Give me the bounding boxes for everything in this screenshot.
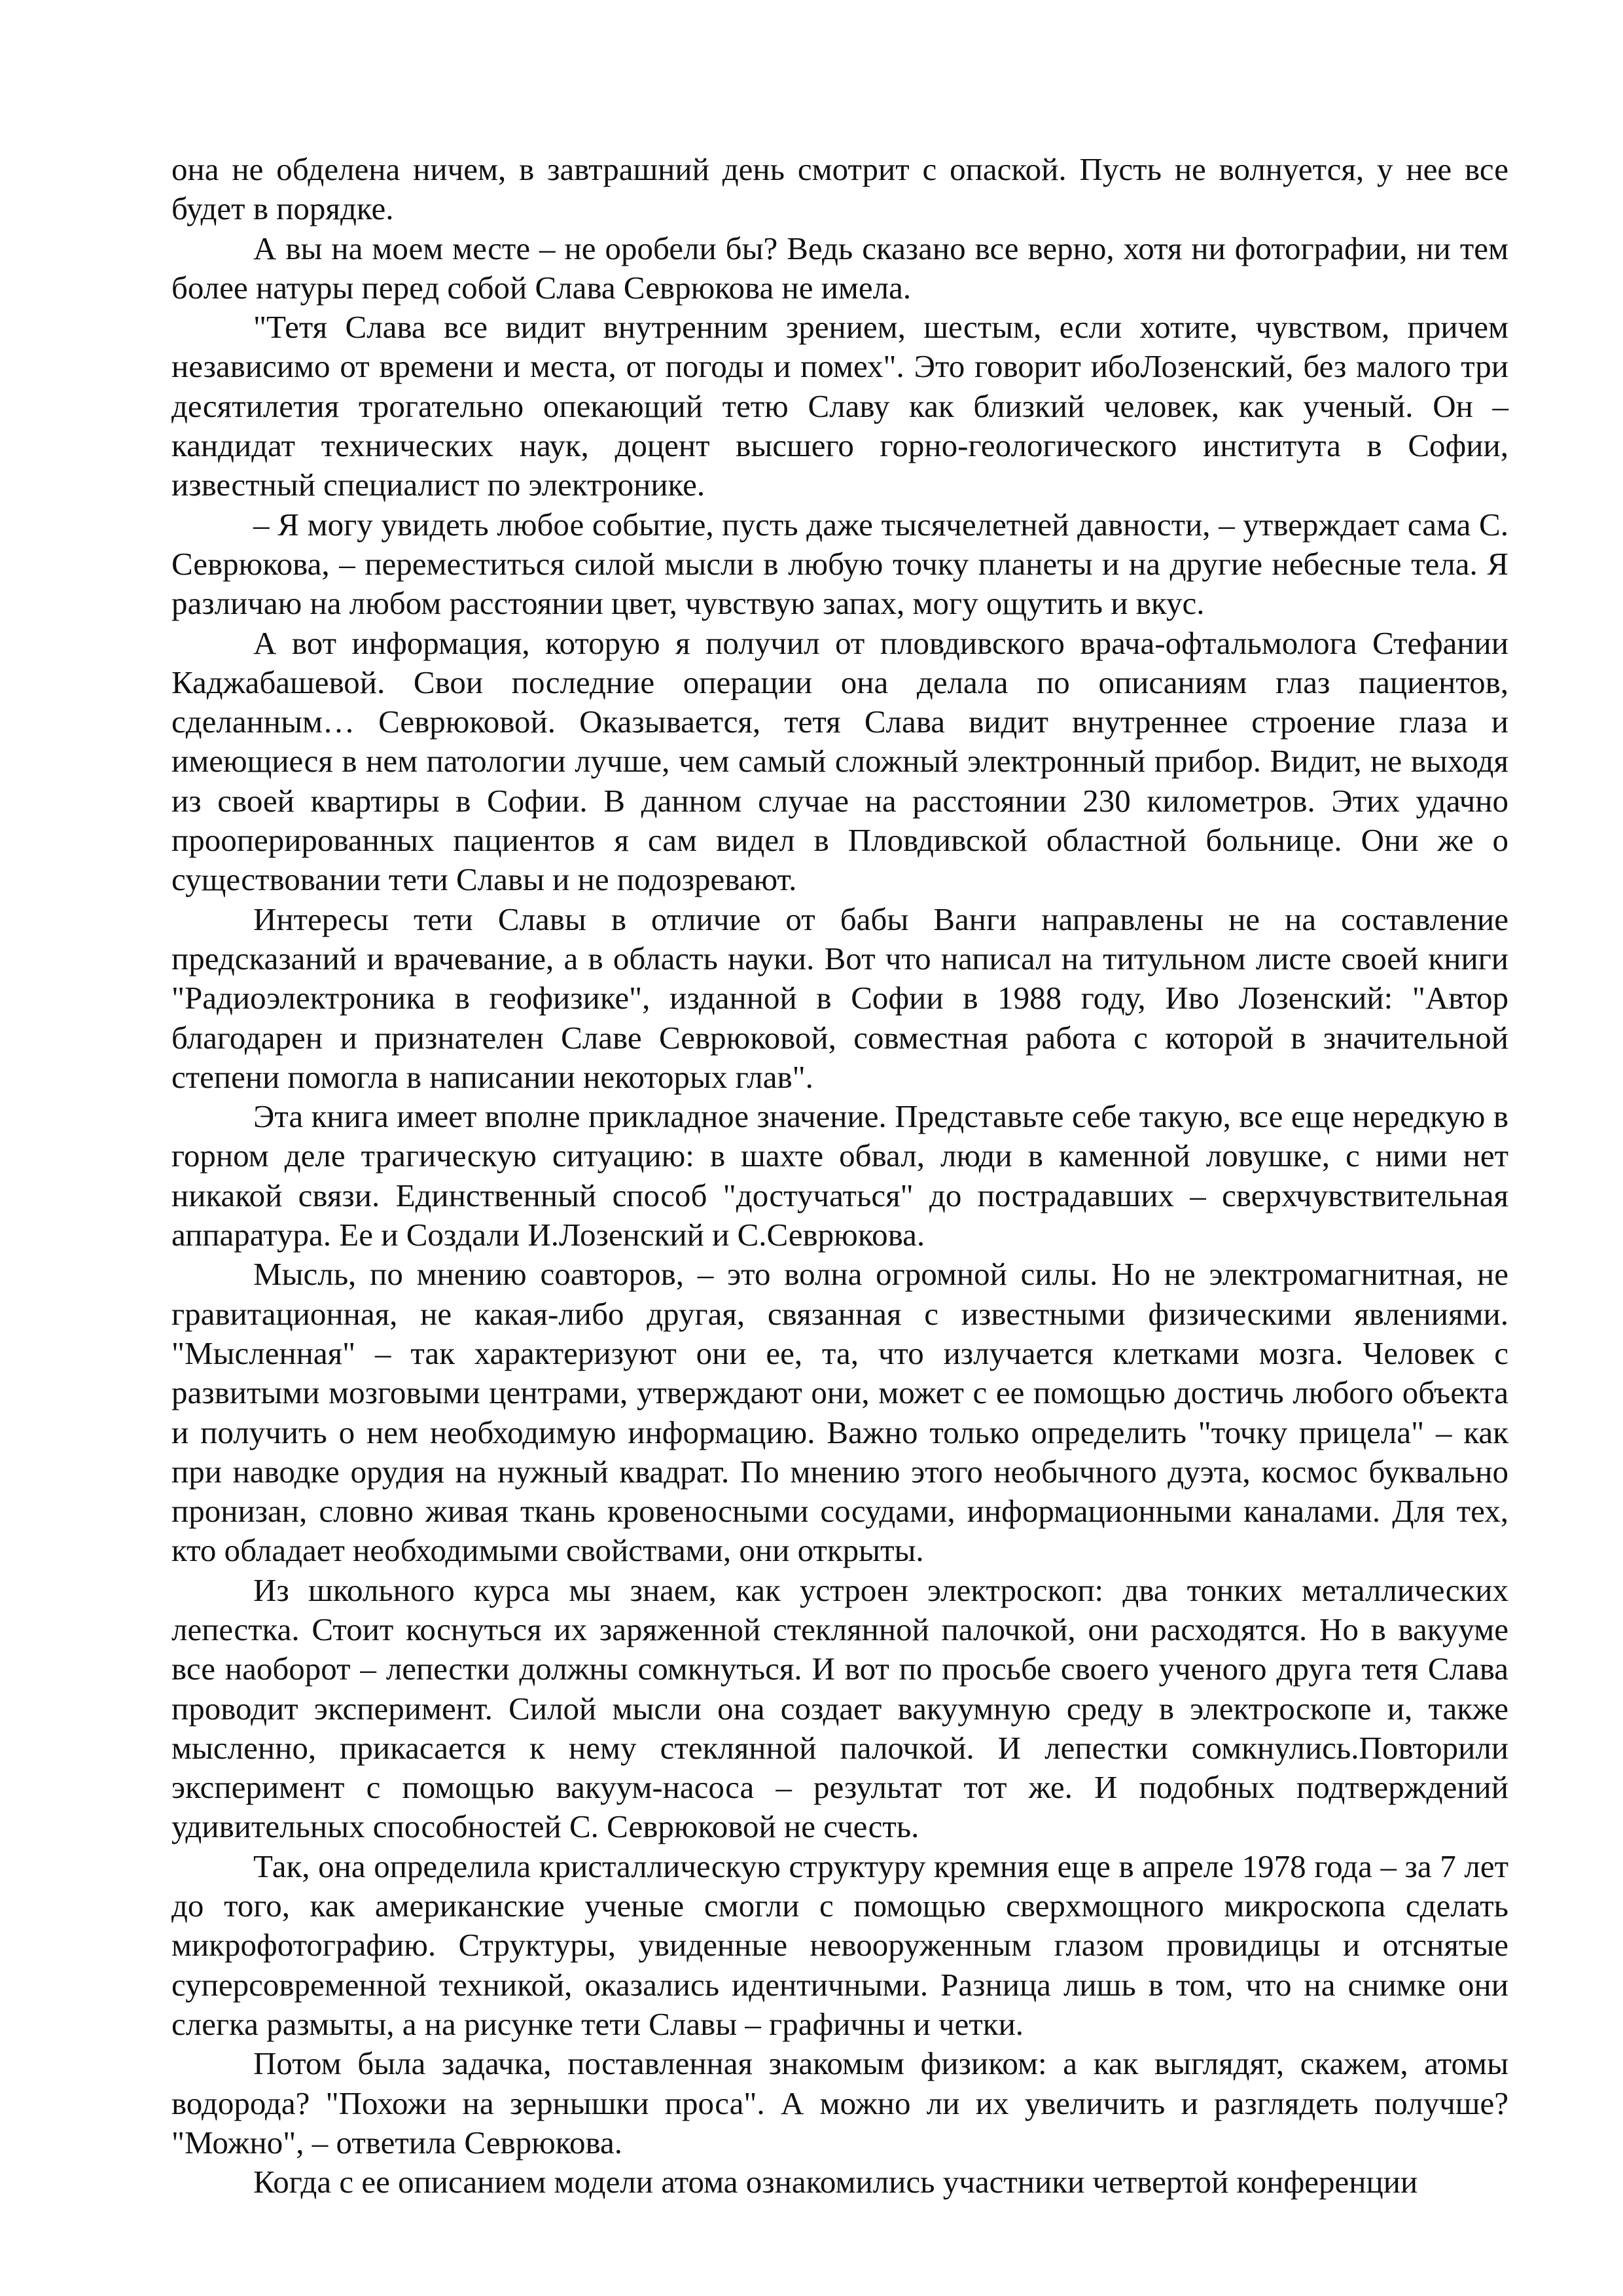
paragraph-9: Из школьного курса мы знаем, как устроен электроскоп: два тонких металлических лепестка. Стоит коснуться их заряженной стеклянной палочкой, они расходятся. Но в вакууме все наоборот – лепестки должны сомкнуться. И вот по просьбе своего ученого друга тетя Слава проводит эксперимент. Силой мысли она создает вакуумную среду в электроскопе и, также мысленно, прикасается к нему стеклянной палочкой. И лепестки сомкнулись.Повторили эксперимент с помощью вакуум-насоса – результат тот же. И подобных подтверждений удивительных способностей С. Севрюковой не счесть.: [171, 1571, 1508, 1845]
paragraph-11: Потом была задачка, поставленная знакомым физиком: а как выглядят, скажем, атомы водорода? "Похожи на зернышки проса". А можно ли их увеличить и разглядеть получше? "Можно", – ответила Севрюкова.: [171, 2045, 1508, 2161]
paragraph-6: Интересы тети Славы в отличие от бабы Ванги направлены не на составление предсказаний и врачевание, а в область науки. Вот что написал на титульном листе своей книги "Радиоэлектроника в геофизике", изданной в Софии в 1988 году, Иво Лозенский: "Автор благодарен и признателен Славе Севрюковой, совместная работа с которой в значительной степени помогла в написании некоторых глав".: [171, 901, 1508, 1095]
paragraph-3: "Тетя Слава все видит внутренним зрением, шестым, если хотите, чувством, причем независимо от времени и места, от погоды и помех". Это говорит ибоЛозенский, без малого три десятилетия трогательно опекающий тетю Славу как близкий человек, как ученый. Он – кандидат технических наук, доцент высшего горно-геологического института в Софии, известный специалист по электронике.: [171, 309, 1508, 503]
paragraph-4: – Я могу увидеть любое событие, пусть даже тысячелетней давности, – утверждает сама С. Севрюкова, – переместиться силой мысли в любую точку планеты и на другие небесные тела. Я различаю на любом расстоянии цвет, чувствую запах, могу ощутить и вкус.: [171, 506, 1508, 622]
paragraph-2: А вы на моем месте – не оробели бы? Ведь сказано все верно, хотя ни фотографии, ни тем более натуры перед собой Слава Севрюкова не имела.: [171, 230, 1508, 306]
paragraph-12: Когда с ее описанием модели атома ознакомились участники четвертой конференции: [253, 2164, 1418, 2200]
paragraph-10: Так, она определила кристаллическую структуру кремния еще в апреле 1978 года – за 7 лет до того, как американские ученые смогли с помощью сверхмощного микроскопа сделать микрофотографию. Структуры, увиденные невооруженным глазом провидицы и отснятые суперсовременной техникой, оказались идентичными. Разница лишь в том, что на снимке они слегка размыты, а на рисунке тети Славы – графичны и четки.: [171, 1848, 1508, 2042]
paragraph-7: Эта книга имеет вполне прикладное значение. Представьте себе такую, все еще нередкую в горном деле трагическую ситуацию: в шахте обвал, люди в каменной ловушке, с ними нет никакой связи. Единственный способ "достучаться" до пострадавших – сверхчувствительная аппаратура. Ее и Создали И.Лозенский и С.Севрюкова.: [171, 1098, 1508, 1253]
paragraph-5: А вот информация, которую я получил от пловдивского врача-офтальмолога Стефании Каджабашевой. Свои последние операции она делала по описаниям глаз пациентов, сделанным… Севрюковой. Оказывается, тетя Слава видит внутреннее строение глаза и имеющиеся в нем патологии лучше, чем самый сложный электронный прибор. Видит, не выходя из своей квартиры в Софии. В данном случае на расстоянии 230 километров. Этих удачно прооперированных пациентов я сам видел в Пловдивской областной больнице. Они же о существовании тети Славы и не подозревают.: [171, 624, 1508, 898]
body-text: [171, 150, 1508, 2202]
paragraph-1: она не обделена ничем, в завтрашний день смотрит с опаской. Пусть не волнуется, у нее все будет в порядке.: [171, 151, 1508, 227]
paragraph-8: Мысль, по мнению соавторов, – это волна огромной силы. Но не электромагнитная, не гравитационная, не какая-либо другая, связанная с известными физическими явлениями. "Мысленная" – так характеризуют они ее, та, что излучается клетками мозга. Человек с развитыми мозговыми центрами, утверждают они, может с ее помощью достичь любого объекта и получить о нем необходимую информацию. Важно только определить "точку прицела" – как при наводке орудия на нужный квадрат. По мнению этого необычного дуэта, космос буквально пронизан, словно живая ткань кровеносными сосудами, информационными каналами. Для тех, кто обладает необходимыми свойствами, они открыты.: [171, 1256, 1508, 1569]
